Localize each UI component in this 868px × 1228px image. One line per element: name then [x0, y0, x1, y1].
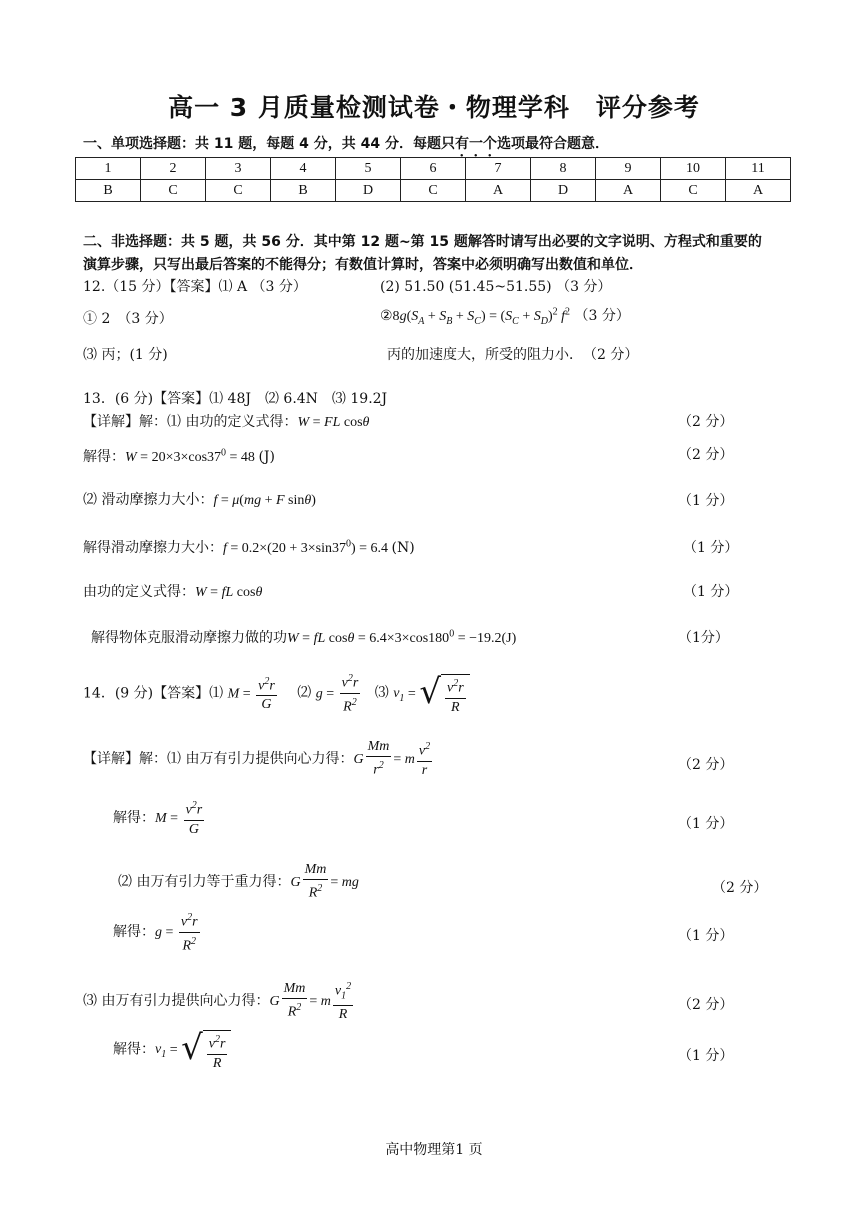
answer-cell: B [76, 180, 141, 202]
answer-cell: A [726, 180, 791, 202]
q14-line2: 解得：M = $\frac{v^2r}{G}$ [113, 797, 206, 839]
question-number-cell: 9 [596, 158, 661, 180]
question-number-row [76, 158, 791, 180]
page-footer: 高中物理第1 页 [385, 1142, 483, 1158]
answer-table [75, 157, 791, 202]
answer-cell: D [531, 180, 596, 202]
question-number-cell: 4 [271, 158, 336, 180]
q13-score3: （1 分） [678, 493, 734, 509]
q14-line5: ⑶ 由万有引力提供向心力得：G $\frac{Mm}{R^2}$ = m $\frac{v_1^2}{R}$ [83, 978, 355, 1024]
q12-circle1: ① 2 （3 分） [83, 311, 173, 327]
answer-cell: A [466, 180, 531, 202]
answer-cell: C [141, 180, 206, 202]
question-number-cell: 1 [76, 158, 141, 180]
q13-line1: 【详解】解：⑴ 由功的定义式得：W = FL cosθ [83, 414, 370, 430]
page-title: 高一 3 月质量检测试卷・物理学科 评分参考 [168, 93, 700, 122]
q14-line1: 【详解】解：⑴ 由万有引力提供向心力得：G $\frac{Mm}{r^2}$ = m $\frac{v^2}{r}$ [83, 739, 431, 778]
q13-line3: ⑵ 滑动摩擦力大小：f = μ(mg + F sinθ) [83, 492, 316, 508]
q14-score2: （1 分） [678, 816, 734, 832]
question-number-cell: 11 [726, 158, 791, 180]
question-number-cell: 10 [661, 158, 726, 180]
section1-heading: 一、单项选择题：共 11 题，每题 4 分，共 44 分．每题只有一个选项最符合题意． [83, 136, 609, 152]
question-number-cell: 3 [206, 158, 271, 180]
q13-line4: 解得滑动摩擦力大小：$f = 0.2\times(20 + 3\times\sin 37^0) = 6.4$ (N) [83, 538, 415, 556]
answer-cell: B [271, 180, 336, 202]
q13-score4: （1 分） [683, 540, 739, 556]
q12-circle2: $②8g(S_A + S_B + S_C) = (S_C + S_D)^2$ $f^2$ （3 分） [380, 306, 630, 327]
question-number-cell: 7 [466, 158, 531, 180]
q13-line5: 由功的定义式得：W = fL cosθ [83, 584, 263, 600]
answer-cell: D [336, 180, 401, 202]
q14-line6: 解得：$v_1$ = √ $\frac{v^2r}{R}$ [113, 1026, 231, 1073]
q14-score4: （1 分） [678, 928, 734, 944]
q13-score6: （1分） [678, 630, 729, 646]
q13-score1: （2 分） [678, 414, 734, 430]
answer-cell: C [661, 180, 726, 202]
q14-heading: 14．(9 分)【答案】⑴ M = $\frac{v^2r}{G}$ ⑵ g = $\frac{v^2r}{R^2}$ ⑶ $v_1$ = √ $\frac{v^2r}{R}$ [83, 670, 470, 717]
answer-cell: A [596, 180, 661, 202]
answer-cell: C [401, 180, 466, 202]
q14-score1: （2 分） [678, 757, 734, 773]
q14-score6: （1 分） [678, 1048, 734, 1064]
q13-line2: 解得：$W = 20\times 3\times\cos 37^0 = 48$ (J) [83, 447, 275, 465]
q14-line3: ⑵ 由万有引力等于重力得：G $\frac{Mm}{R^2}$ = mg [118, 862, 359, 901]
q13-score5: （1 分） [683, 584, 739, 600]
q12-heading: 12.（15 分）【答案】⑴ A （3 分） [83, 279, 307, 295]
q13-line6: 解得物体克服滑动摩擦力做的功W = fL $\cos\theta = 6.4\times 3\times\cos 180^0 = -19.2(J)$ [91, 628, 517, 646]
section2-heading-line1: 二、非选择题：共 5 题，共 56 分．其中第 12 题~第 15 题解答时请写出必要的文字说明、方程式和重要的 [83, 234, 762, 250]
answer-row [76, 180, 791, 202]
q12-part2: (2) 51.50 (51.45~51.55) （3 分） [380, 279, 612, 295]
question-number-cell: 8 [531, 158, 596, 180]
q13-heading: 13．(6 分)【答案】⑴ 48J ⑵ 6.4N ⑶ 19.2J [83, 391, 388, 407]
q13-score2: （2 分） [678, 447, 734, 463]
question-number-cell: 2 [141, 158, 206, 180]
question-number-cell: 5 [336, 158, 401, 180]
q14-score3: （2 分） [712, 880, 768, 896]
q14-line4: 解得：g = $\frac{v^2r}{R^2}$ [113, 909, 202, 955]
question-number-cell: 6 [401, 158, 466, 180]
section2-heading-line2: 演算步骤，只写出最后答案的不能得分；有数值计算时，答案中必须明确写出数值和单位． [83, 257, 643, 273]
answer-cell: C [206, 180, 271, 202]
q14-score5: （2 分） [678, 997, 734, 1013]
q12-part3a: ⑶ 丙；(1 分) [83, 347, 168, 363]
q12-part3b: 丙的加速度大，所受的阻力小． （2 分） [387, 347, 639, 363]
